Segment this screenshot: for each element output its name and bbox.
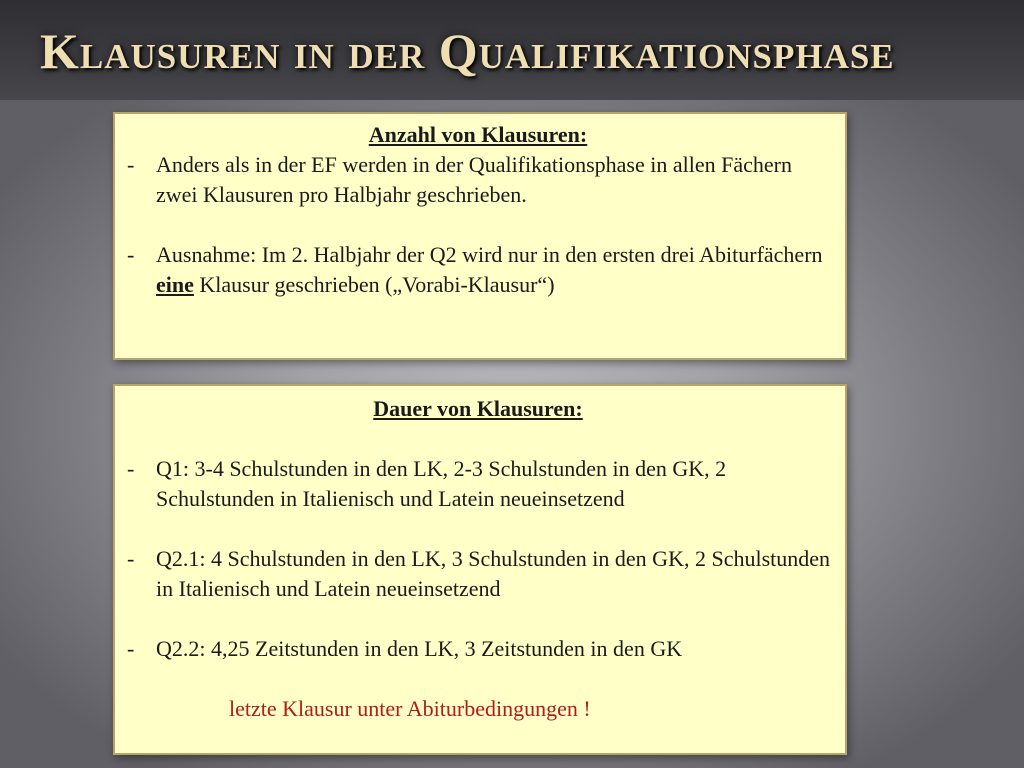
list-item [123,240,833,300]
item-text-before: Ausnahme: Im 2. Halbjahr der Q2 wird nur in den ersten drei Abiturfächern [156,242,823,267]
panel-heading-duration: Dauer von Klausuren: [373,396,583,421]
list-item [123,150,833,210]
bullet-dash: - [127,636,135,661]
bullet-dash: - [127,546,135,571]
slide-title: Klausuren in der Qualifikationsphase [40,23,895,79]
list-item [123,634,833,664]
item-text: Q1: 3-4 Schulstunden in den LK, 2-3 Schulstunden in den GK, 2 Schulstunden in Italienisch und Latein neueinsetzend [156,456,727,511]
item-text: Q2.1: 4 Schulstunden in den LK, 3 Schulstunden in den GK, 2 Schulstunden in Italienisch und Latein neueinsetzend [156,546,831,601]
bullet-dash: - [127,152,135,177]
bullet-dash: - [127,242,135,267]
item-text: Anders als in der EF werden in der Qualifikationsphase in allen Fächern zwei Klausuren pro Halbjahr geschrieben. [156,152,792,207]
item-text-after: Klausur geschrieben („Vorabi-Klausur“) [193,272,555,297]
highlight-note: letzte Klausur unter Abiturbedingungen ! [229,696,591,721]
emphasized-word: eine [156,272,194,297]
title-bar [0,0,1024,100]
panel-heading-count: Anzahl von Klausuren: [368,122,588,147]
panel-klausur-count [113,112,847,360]
item-text: Q2.2: 4,25 Zeitstunden in den LK, 3 Zeitstunden in den GK [156,636,683,661]
list-item [123,454,833,514]
panel-klausur-duration [113,384,847,755]
item-text [156,240,833,300]
bullet-dash: - [127,456,135,481]
list-item [123,544,833,604]
